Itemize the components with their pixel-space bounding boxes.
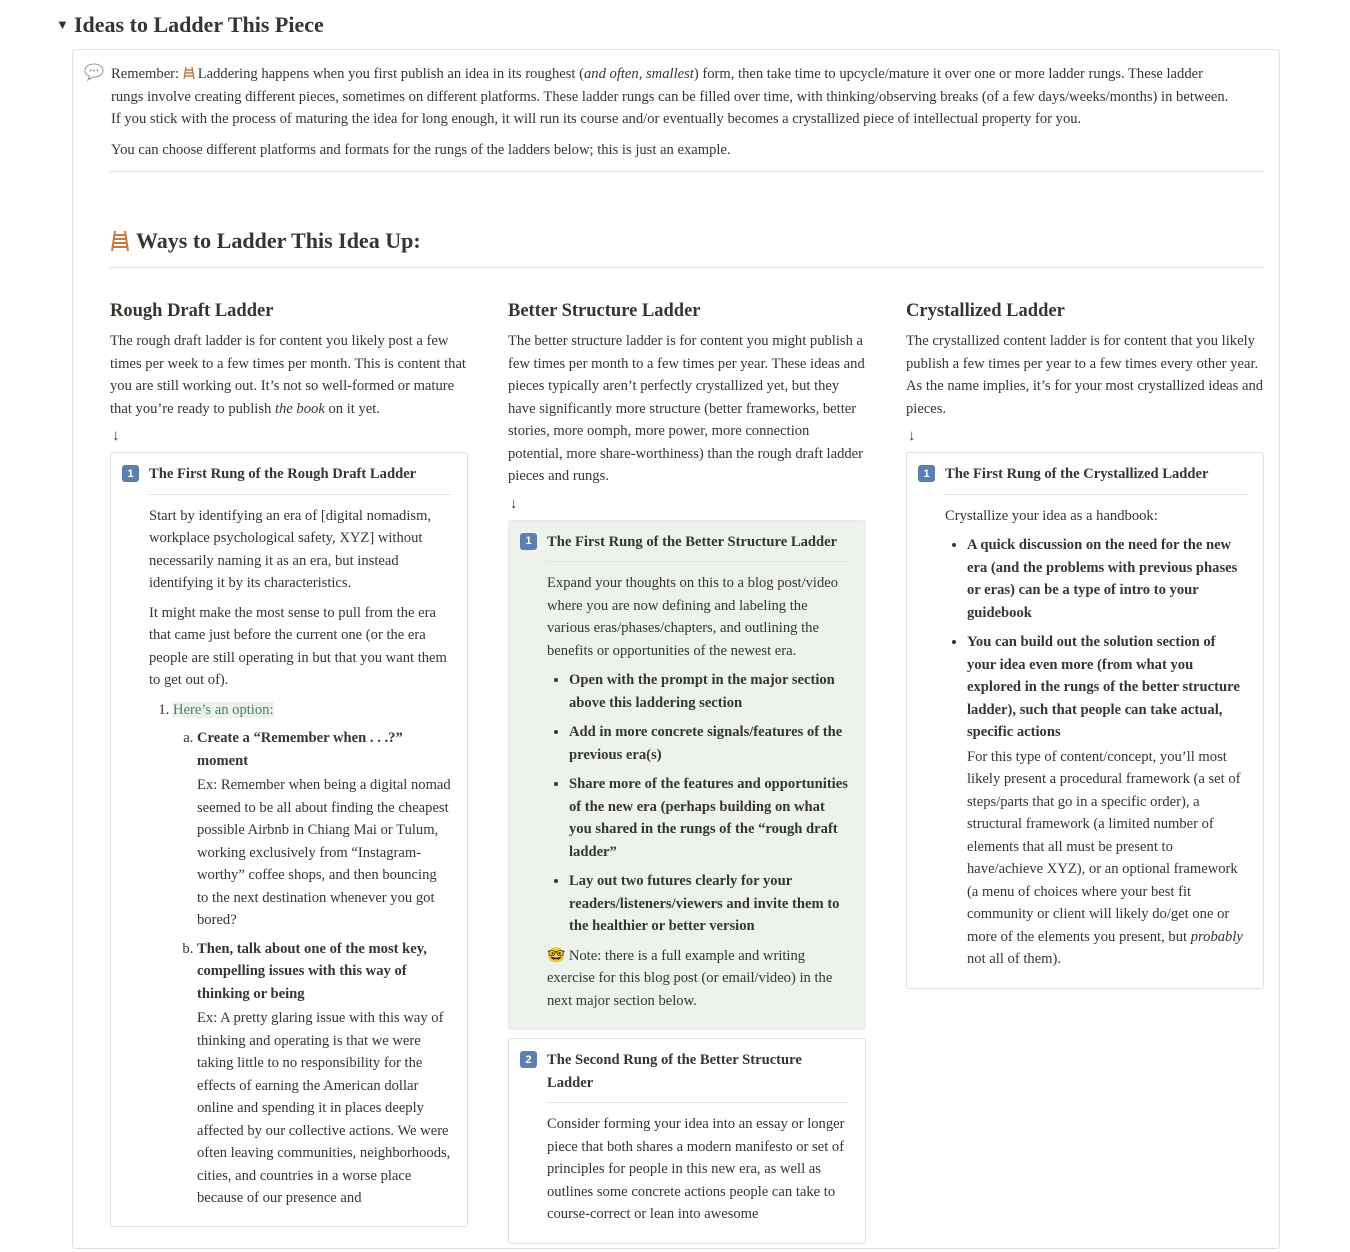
list-item: • A quick discussion on the need for the new era (and the problems with previous phases or eras) can be a type of intro to your guidebook: [967, 534, 1247, 624]
rung-card[interactable]: [110, 452, 468, 1227]
desc-part: on it yet.: [324, 400, 380, 417]
rung-card[interactable]: [906, 452, 1264, 989]
column-description: [110, 330, 468, 420]
rung-title: The Second Rung of the Better Structure Ladder: [547, 1052, 802, 1091]
toggle-arrow-icon[interactable]: ▼: [56, 17, 69, 32]
note-part: For this type of content/concept, you’ll most likely present a procedural framework (a set of steps/parts that go in a specific order), a structural framework (a limited number of elements that all must be present to have/achieve XYZ), or an optional framework (a menu of choices where your best fit community or client will likely do/get one or more of the elements you present, but: [967, 748, 1241, 945]
rung-header: [519, 1049, 849, 1094]
crystallized-column: [906, 298, 1264, 997]
desc-emphasis: the book: [274, 400, 325, 417]
list-item: • Add in more concrete signals/features of the previous era(s): [569, 721, 849, 766]
rung-body: [149, 505, 451, 1210]
speech-bubble-icon: [84, 63, 104, 81]
highlighted-text: Here’s an option:: [173, 701, 274, 718]
divider: [110, 171, 1264, 172]
numbered-list: [149, 699, 451, 1210]
list-item: • Open with the prompt in the major section above this laddering section: [569, 669, 849, 714]
list-item: [197, 727, 451, 932]
callout-paragraph-1: [111, 63, 1235, 131]
toggle-heading[interactable]: [56, 12, 324, 38]
rung-header: [917, 463, 1247, 486]
callout-lead: Remember:: [111, 66, 183, 82]
rung-paragraph: It might make the most sense to pull from the era that came just before the current one (or the era people are still operating in but that you want them to get out of).: [149, 604, 447, 688]
list-item: [173, 699, 451, 1210]
down-arrow-icon: ↓: [112, 428, 120, 444]
lettered-list: [173, 727, 451, 1210]
column-title: Better Structure Ladder: [508, 301, 701, 321]
number-two-icon: 2: [520, 1051, 537, 1068]
column-title: Rough Draft Ladder: [110, 301, 274, 321]
list-item: [967, 631, 1247, 971]
list-item-title: Create a “Remember when . . .?” moment: [197, 730, 403, 769]
number-one-icon: 1: [520, 533, 537, 550]
rung-body: [547, 1113, 849, 1226]
number-one-icon: 1: [122, 465, 139, 482]
divider: [110, 267, 1264, 268]
list-item: • Lay out two futures clearly for your readers/listeners/viewers and invite them to the healthier or better version: [569, 870, 849, 938]
list-item: [197, 938, 451, 1210]
rung-body: [945, 505, 1247, 971]
ladder-icon: [183, 66, 195, 80]
rung-title: The First Rung of the Crystallized Ladder: [945, 466, 1209, 482]
rung-title: The First Rung of the Rough Draft Ladder: [149, 466, 417, 482]
rung-paragraph: Expand your thoughts on this to a blog post/video where you are now defining and labeling the various eras/phases/chapters, and outlining the benefits or opportunities of the newest era.: [547, 575, 839, 659]
ladder-icon: [110, 230, 130, 252]
callout-text-b: ) form, then take time to upcycle/mature it over one or more ladder rungs. These ladder rungs involve creating different pieces, sometimes on different platforms. These ladder rungs can be filled over time, with thinking/observing breaks (of a few days/weeks/months) in between. If you stick with the process of maturing the idea for long enough, it will run its course and/or eventually becomes a crystallized piece of intellectual property for you.: [111, 66, 1229, 127]
rung-body: [547, 572, 849, 1012]
rung-header: [121, 463, 451, 486]
desc-part: The rough draft ladder is for content you likely post a few times per week to a few times per month. This is content that you are still working out. It’s not so well-formed or mature that you’re ready to publish: [110, 333, 466, 417]
list-item-text: Ex: Remember when being a digital nomad seemed to be all about finding the cheapest possible Airbnb in Chiang Mai or Tulum, working exclusively from “Instagram-worthy” coffee shops, and then bouncing to the next destination whenever you got bored?: [197, 777, 451, 928]
better-structure-column: [508, 298, 866, 1252]
down-arrow-icon: ↓: [510, 495, 518, 512]
divider: [547, 1102, 849, 1103]
column-title: Crystallized Ladder: [906, 301, 1065, 321]
callout-paragraph-2: You can choose different platforms and formats for the rungs of the ladders below; this is just an example.: [111, 141, 731, 158]
rung-paragraph: Start by identifying an era of [digital nomadism, workplace psychological safety, XYZ] without necessarily naming it as an era, but instead identifying it by its characteristics.: [149, 507, 432, 591]
divider: [547, 561, 849, 562]
column-description: The crystallized content ladder is for content that you likely publish a few times per year to a few times every other year. As the name implies, it’s for your most crystallized ideas and pieces.: [906, 333, 1264, 417]
rung-note: [547, 945, 849, 1013]
down-arrow-icon: ↓: [908, 428, 916, 444]
ways-heading-text: Ways to Ladder This Idea Up:: [136, 228, 421, 253]
note-part: not all of them).: [967, 951, 1062, 967]
rough-draft-column: [110, 298, 468, 1235]
ways-heading: [110, 228, 421, 254]
callout-emphasis: and often, smallest: [583, 66, 694, 82]
callout-text: [111, 63, 1235, 169]
list-item-text: Ex: A pretty glaring issue with this way of thinking and operating is that we were taking little to no responsibility for the effects of earning the American dollar online and spending it in places deeply affected by our collective actions. We were often leaving communities, neighborhoods, cities, and countries in a worse place because of our presence and: [197, 1010, 451, 1206]
list-item-title: You can build out the solution section of your idea even more (from what you explored in the rungs of the better structure ladder), such that people can take actual, specific actions: [967, 634, 1240, 740]
callout-text-a: Laddering happens when you first publish an idea in its roughest (: [197, 66, 584, 82]
bullet-list: [945, 534, 1247, 971]
rung-header: [519, 531, 849, 554]
list-item: • Share more of the features and opportunities of the new era (perhaps building on what you shared in the rungs of the “rough draft ladder”: [569, 773, 849, 863]
column-description: The better structure ladder is for content you might publish a few times per month to a few times per year. These ideas and pieces typically aren’t perfectly crystallized yet, but they have significantly more structure (better frameworks, better stories, more oomph, more power, more connection potential, more share-worthiness) than the rough draft ladder pieces and rungs.: [508, 333, 865, 484]
nerd-face-icon: 🤓: [547, 947, 566, 964]
divider: [945, 494, 1247, 495]
rung-paragraph: Consider forming your idea into an essay or longer piece that both shares a modern manifesto or set of principles for people in this new era, as well as outlines some concrete actions people can take to course-correct or lean into awesome: [547, 1116, 845, 1222]
bullet-list: [547, 669, 849, 938]
rung-card[interactable]: [508, 520, 866, 1031]
toggle-title: Ideas to Ladder This Piece: [74, 12, 324, 37]
rung-title: The First Rung of the Better Structure Ladder: [547, 533, 838, 550]
number-one-icon: 1: [918, 465, 935, 482]
list-item-text: [967, 746, 1247, 971]
divider: [149, 494, 451, 495]
rung-paragraph: Crystallize your idea as a handbook:: [945, 507, 1158, 524]
note-text: Note: there is a full example and writing exercise for this blog post (or email/video) in the next major section below.: [547, 947, 833, 1009]
note-emphasis: probably: [1190, 928, 1243, 945]
list-item-title: Then, talk about one of the most key, compelling issues with this way of thinking or being: [197, 940, 427, 1002]
rung-card[interactable]: [508, 1038, 866, 1244]
